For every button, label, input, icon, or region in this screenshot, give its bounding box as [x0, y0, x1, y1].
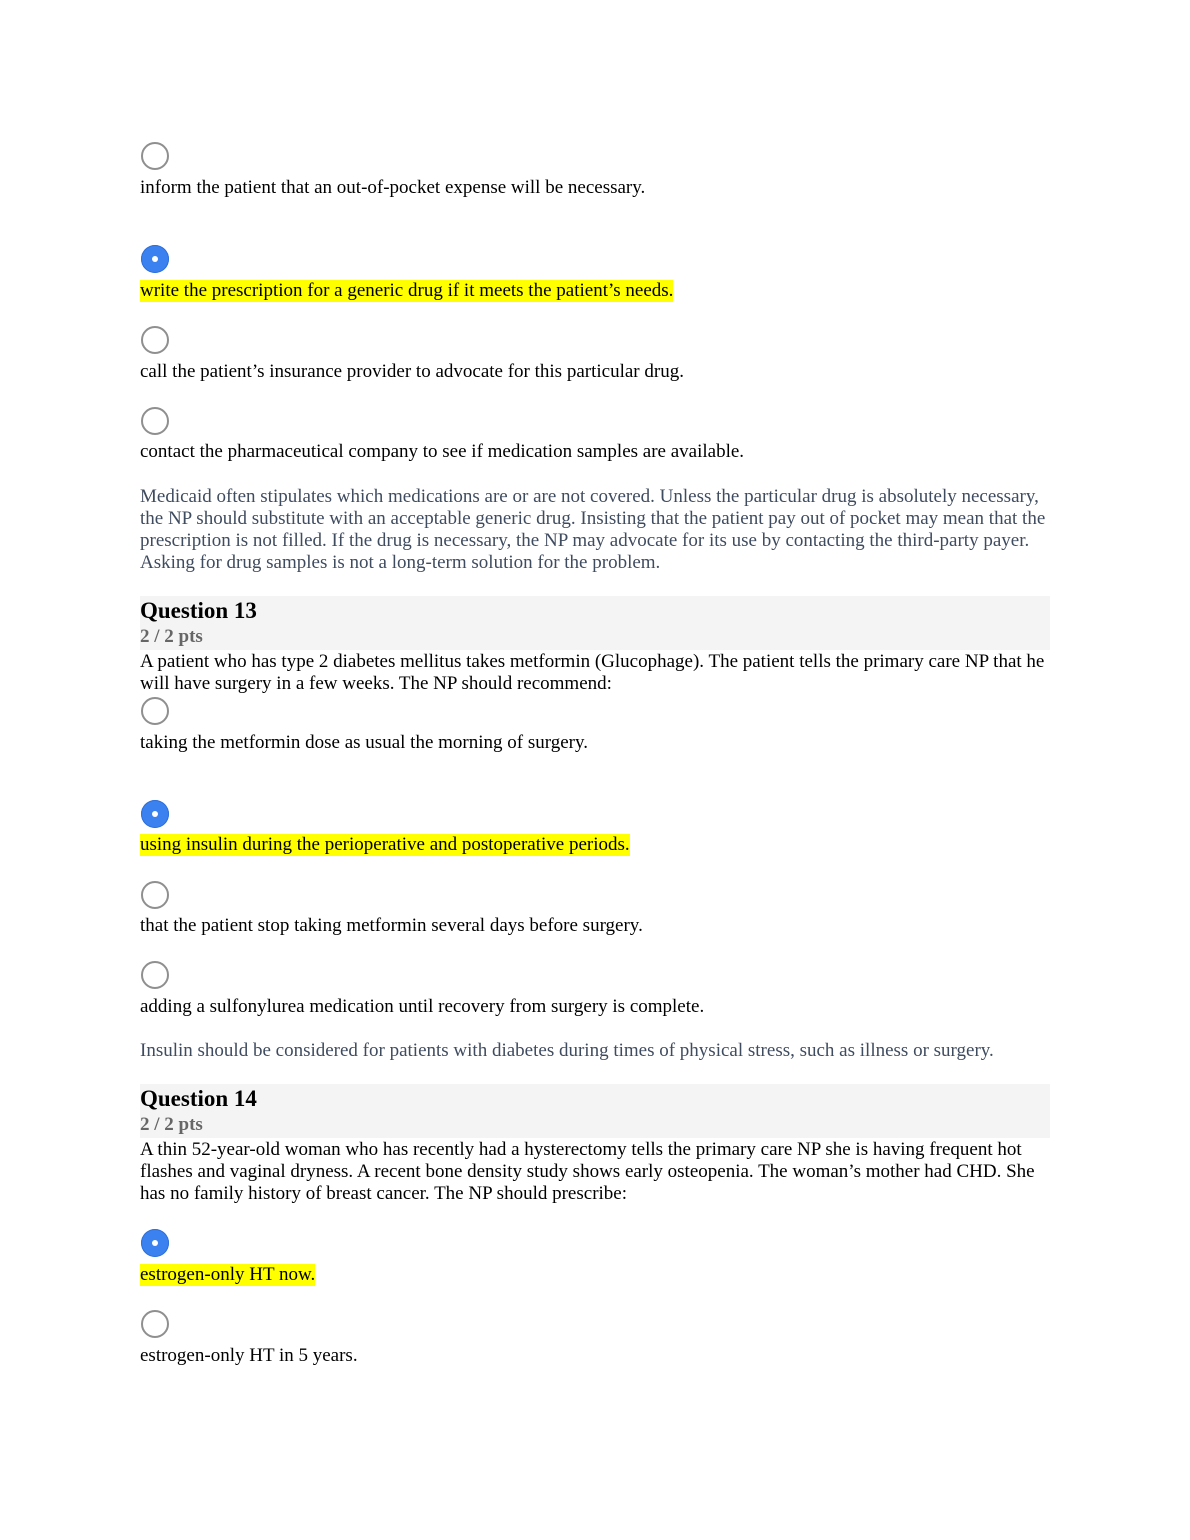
radio-q13-option-3[interactable]	[141, 881, 169, 909]
q12-explanation: Medicaid often stipulates which medications are or are not covered. Unless the particular drug is absolutely necessary, the NP should substitute with an acceptable generic drug. Insisting that the patient pay out of pocket may mean that the prescription is not filled. If the drug is necessary, the NP may advocate for its use by contacting the third-party payer. Asking for drug samples is not a long-term solution for the problem.	[140, 486, 1046, 573]
q12-option-2-label: write the prescription for a generic drug if it meets the patient’s needs.	[140, 280, 674, 301]
q13-option-3-label: that the patient stop taking metformin several days before surgery.	[140, 915, 643, 936]
q12-option-3-label: call the patient’s insurance provider to advocate for this particular drug.	[140, 361, 684, 382]
q13-points: 2 / 2 pts	[140, 626, 203, 647]
q13-header	[140, 596, 1050, 650]
q14-option-2-label: estrogen-only HT in 5 years.	[140, 1345, 358, 1366]
q14-points: 2 / 2 pts	[140, 1114, 203, 1135]
q13-title: Question 13	[140, 598, 257, 623]
radio-q12-option-1[interactable]	[141, 142, 169, 170]
q14-title: Question 14	[140, 1086, 257, 1111]
q13-option-4-label: adding a sulfonylurea medication until recovery from surgery is complete.	[140, 996, 705, 1017]
q13-question-text: A patient who has type 2 diabetes mellitus takes metformin (Glucophage). The patient tells the primary care NP that he will have surgery in a few weeks. The NP should recommend:	[140, 651, 1045, 694]
radio-q12-option-2-selected[interactable]	[141, 245, 169, 273]
radio-q12-option-3[interactable]	[141, 326, 169, 354]
q14-question-text: A thin 52-year-old woman who has recently had a hysterectomy tells the primary care NP she is having frequent hot flashes and vaginal dryness. A recent bone density study shows early osteopenia. The woman’s mother had CHD. She has no family history of breast cancer. The NP should prescribe:	[140, 1139, 1035, 1204]
q13-option-2-label: using insulin during the perioperative and postoperative periods.	[140, 834, 630, 855]
q14-header	[140, 1084, 1050, 1138]
q13-option-1-label: taking the metformin dose as usual the morning of surgery.	[140, 732, 588, 753]
radio-q13-option-2-selected[interactable]	[141, 800, 169, 828]
radio-q14-option-1-selected[interactable]	[141, 1229, 169, 1257]
radio-q12-option-4[interactable]	[141, 407, 169, 435]
radio-q13-option-1[interactable]	[141, 697, 169, 725]
q12-option-1-label: inform the patient that an out-of-pocket expense will be necessary.	[140, 177, 646, 198]
q14-option-1-label: estrogen-only HT now.	[140, 1264, 316, 1285]
radio-q14-option-2[interactable]	[141, 1310, 169, 1338]
radio-q13-option-4[interactable]	[141, 961, 169, 989]
q12-option-4-label: contact the pharmaceutical company to see if medication samples are available.	[140, 441, 745, 462]
q13-explanation: Insulin should be considered for patients with diabetes during times of physical stress, such as illness or surgery.	[140, 1040, 994, 1061]
